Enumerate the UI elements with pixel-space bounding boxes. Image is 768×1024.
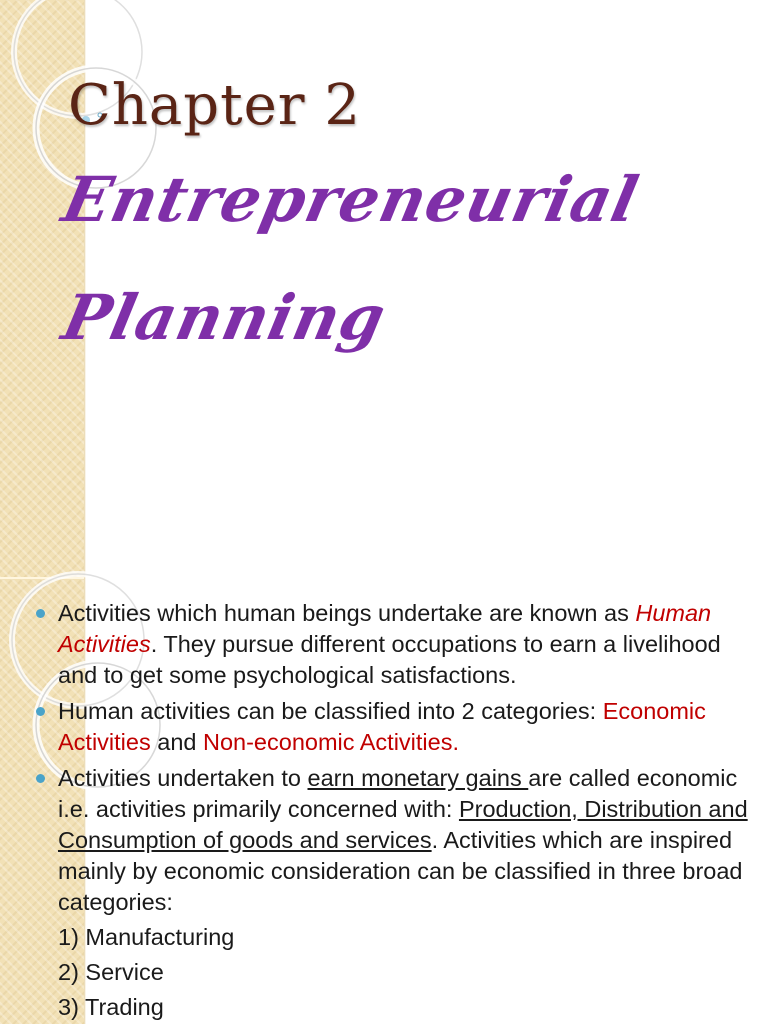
bullet-3-text-mid: are called economic i.e. activities primarily concerned with: [58, 765, 738, 822]
bullet-dot-icon [36, 707, 45, 716]
bullet-3-underline-gains: earn monetary gains [307, 765, 529, 791]
bullet-item-3 [36, 763, 758, 1023]
bullet-3-text-end: . Activities which are inspired mainly by economic consideration can be classified in three broad categories: [58, 827, 743, 915]
bullet-1-text-start: Activities which human beings undertake are known as [58, 600, 636, 626]
list-item-trading: 3) Trading [58, 994, 164, 1020]
bullet-2-connector: and [150, 729, 203, 755]
list-item-service: 2) Service [58, 959, 164, 985]
bullet-1-highlight: Human Activities [58, 600, 712, 657]
bullet-dot-icon [36, 609, 45, 618]
bullet-2-highlight-non-economic: Non-economic Activities. [203, 729, 459, 755]
bullet-dot-icon [36, 774, 45, 783]
subtitle-line-1: Entrepreneurial [56, 163, 645, 236]
list-item-manufacturing: 1) Manufacturing [58, 924, 235, 950]
bullet-item-2 [36, 696, 758, 758]
bullet-content [36, 598, 758, 1024]
bullet-item-1 [36, 598, 758, 691]
bullet-2-highlight-economic: Economic Activities [58, 698, 706, 755]
bullet-2-text-start: Human activities can be classified into 2 categories: [58, 698, 603, 724]
bullet-1-text-end: . They pursue different occupations to earn a livelihood and to get some psychological satisfactions. [58, 631, 721, 688]
subtitle-line-2: Planning [56, 281, 393, 354]
chapter-title: Chapter 2 [68, 73, 361, 138]
bullet-3-underline-production: Production, Distribution and Consumption of goods and services [58, 796, 748, 853]
bullet-3-text-start: Activities undertaken to [58, 765, 308, 791]
